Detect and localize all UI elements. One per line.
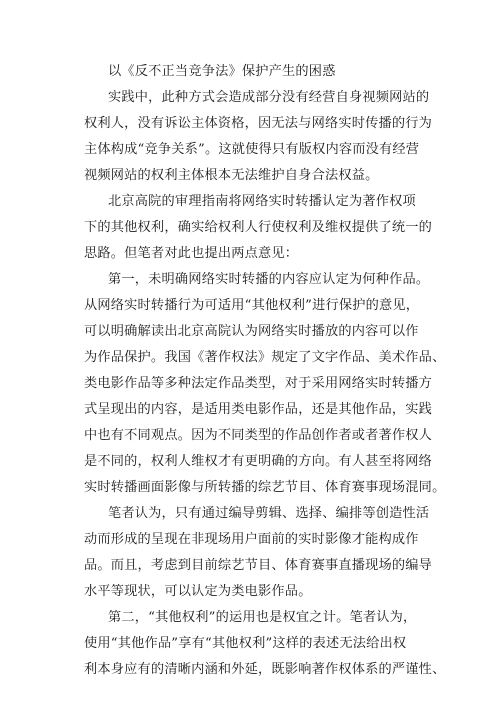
paragraph-line: 第二，“其他权利”的运用也是权宜之计。笔者认为，	[108, 610, 417, 625]
paragraph-line: 从网络实时转播行为可适用“其他权利”进行保护的意见，	[84, 298, 420, 313]
paragraph-line: 类电影作品等多种法定作品类型，对于采用网络实时转播方	[84, 376, 433, 391]
paragraph-line: 中也有不同观点。因为不同类型的作品创作者或者著作权人	[84, 428, 433, 443]
paragraph-line: 可以明确解读出北京高院认为网络实时播放的内容可以作	[84, 324, 419, 339]
paragraph-line: 式呈现出的内容，是适用类电影作品，还是其他作品，实践	[84, 402, 433, 417]
paragraph-line: 利本身应有的清晰内涵和外延，既影响著作权体系的严谨性、	[84, 662, 446, 677]
paragraph-line: 视频网站的权利主体根本无法维护自身合法权益。	[84, 168, 379, 183]
paragraph-line: 思路。但笔者对此也提出两点意见：	[84, 246, 299, 261]
paragraph-line: 北京高院的审理指南将网络实时转播认定为著作权项	[108, 194, 416, 209]
paragraph-line: 实践中，此种方式会造成部分没有经营自身视频网站的	[108, 90, 430, 105]
paragraph-line: 主体构成“竞争关系”。这就使得只有版权内容而没有经营	[84, 142, 420, 157]
paragraph-line: 第一，未明确网络实时转播的内容应认定为何种作品。	[108, 272, 430, 287]
paragraph-line: 实时转播画面影像与所转播的综艺节目、体育赛事现场混同。	[84, 480, 446, 495]
paragraph-line: 动而形成的呈现在非现场用户面前的实时影像才能构成作	[84, 532, 419, 547]
paragraph-line: 为作品保护。我国《著作权法》规定了文字作品、美术作品、	[84, 350, 446, 365]
paragraph-line: 权利人，没有诉讼主体资格，因无法与网络实时传播的行为	[84, 116, 433, 131]
paragraph-line: 使用“其他作品”享有“其他权利”这样的表述无法给出权	[84, 636, 407, 651]
section-heading: 以《反不正当竞争法》保护产生的困惑	[108, 64, 336, 79]
paragraph-line: 笔者认为，只有通过编导剪辑、选择、编排等创造性活	[108, 506, 430, 521]
paragraph-line: 品。而且，考虑到目前综艺节目、体育赛事直播现场的编导	[84, 558, 433, 573]
paragraph-line: 下的其他权利，确实给权利人行使权利及维权提供了统一的	[84, 220, 433, 235]
paragraph-line: 是不同的，权利人维权才有更明确的方向。有人甚至将网络	[84, 454, 433, 469]
paragraph-line: 水平等现状，可以认定为类电影作品。	[84, 584, 312, 599]
